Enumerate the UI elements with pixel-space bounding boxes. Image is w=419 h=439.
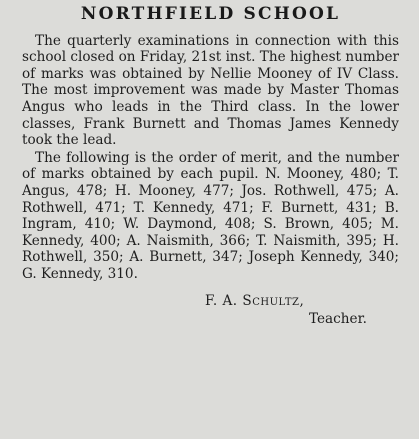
headline: NORTHFIELD SCHOOL xyxy=(80,4,341,24)
signature-name: F. A. Schultz, xyxy=(205,292,305,309)
article-paragraph-examinations: The quarterly examinations in connection with this school closed on Friday, 21st inst. The highest number of marks was obtained by Nellie Mooney of IV Class. The most improvement was made by Master Thomas Angus who leads in the Third class. In the lower classes, Frank Burnett and Thomas James Kennedy took the lead. xyxy=(22,32,399,149)
signature-title: Teacher. xyxy=(309,310,367,327)
article-paragraph-order-of-merit: The following is the order of merit, and the number of marks obtained by each pupil. N. Mooney, 480; T. Angus, 478; H. Mooney, 477; Jos. Rothwell, 475; A. Rothwell, 471; T. Kennedy, 471; F. Burnett, 431; B. Ingram, 410; W. Daymond, 408; S. Brown, 405; M. Kennedy, 400; A. Naismith, 366; T. Naismith, 395; H. Rothwell, 350; A. Burnett, 347; Joseph Kennedy, 340; G. Kennedy, 310. xyxy=(22,149,399,282)
signature-block xyxy=(22,292,399,328)
